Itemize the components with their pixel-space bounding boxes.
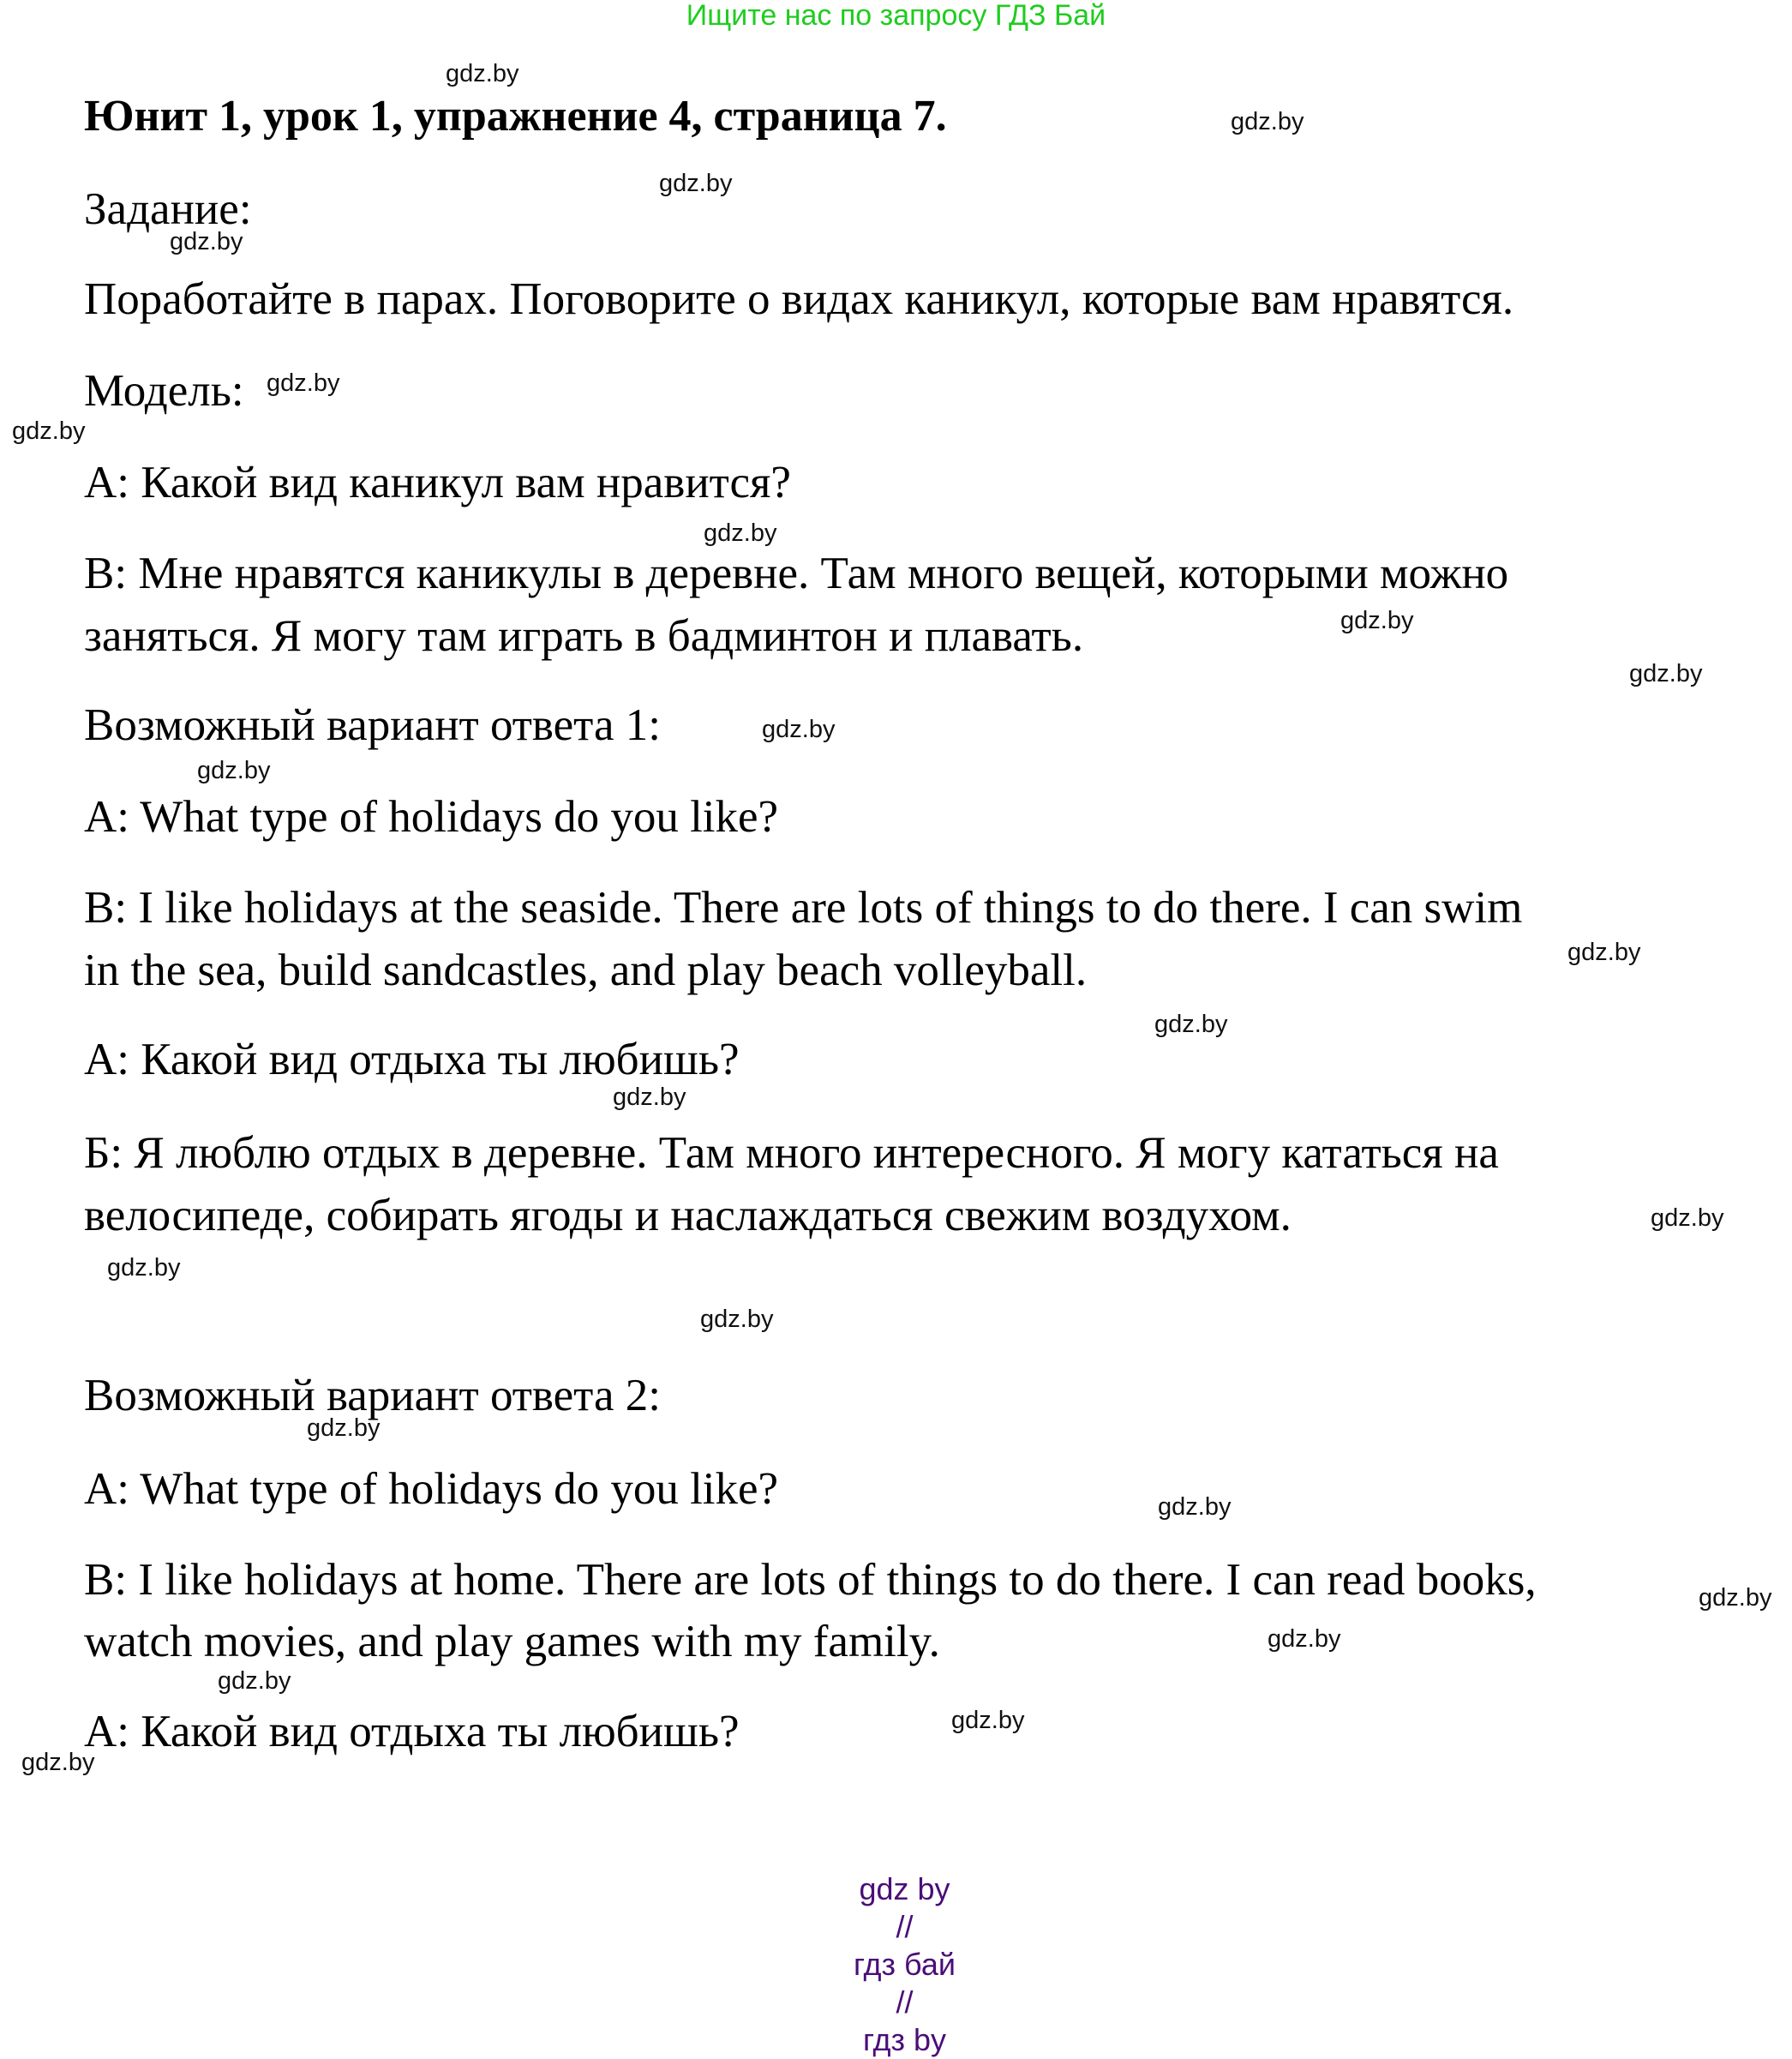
footer-separator: //: [896, 1984, 914, 2020]
watermark: gdz.by: [21, 1749, 95, 1776]
footer-link-gdz-by-cyr[interactable]: гдз by: [862, 2022, 947, 2057]
task-text: Поработайте в парах. Поговорите о видах каникул, которые вам нравятся.: [84, 274, 1514, 324]
watermark: gdz.by: [1567, 939, 1641, 966]
search-hint-banner: Ищите нас по запросу ГДЗ Бай: [686, 0, 1106, 32]
watermark: gdz.by: [1154, 1011, 1228, 1038]
answer-1-b-en-line-2: in the sea, build sandcastles, and play beach volleyball.: [84, 945, 1088, 995]
watermark: gdz.by: [170, 228, 243, 255]
model-dialogue-a: A: Какой вид каникул вам нравится?: [84, 458, 791, 507]
watermark: gdz.by: [1699, 1584, 1772, 1612]
answer-2-a-ru: A: Какой вид отдыха ты любишь?: [84, 1707, 740, 1756]
watermark: gdz.by: [1231, 108, 1304, 135]
watermark: gdz.by: [1340, 607, 1414, 634]
watermark: gdz.by: [107, 1254, 181, 1282]
watermark: gdz.by: [704, 519, 777, 547]
answer-1-b-en-line-1: B: I like holidays at the seaside. There are lots of things to do there. I can swim: [84, 883, 1523, 933]
model-dialogue-b-line-2: заняться. Я могу там играть в бадминтон и плавать.: [84, 611, 1084, 661]
watermark: gdz.by: [197, 757, 271, 784]
watermark: gdz.by: [12, 417, 86, 445]
page-title: Юнит 1, урок 1, упражнение 4, страница 7.: [84, 92, 947, 141]
watermark: gdz.by: [951, 1707, 1025, 1734]
answer-1-a-ru: A: Какой вид отдыха ты любишь?: [84, 1035, 740, 1084]
task-label: Задание:: [84, 184, 252, 234]
watermark: gdz.by: [307, 1414, 381, 1442]
watermark: gdz.by: [1268, 1625, 1341, 1653]
answer-1-label: Возможный вариант ответа 1:: [84, 700, 661, 750]
footer-link-gdz-by[interactable]: gdz by: [859, 1871, 950, 1906]
answer-2-a-en: A: What type of holidays do you like?: [84, 1464, 779, 1514]
model-label: Модель:: [84, 366, 244, 416]
watermark: gdz.by: [659, 170, 733, 197]
answer-1-b-ru-line-1: Б: Я люблю отдых в деревне. Там много интересного. Я могу кататься на: [84, 1128, 1499, 1178]
watermark: gdz.by: [446, 60, 519, 87]
watermark: gdz.by: [1158, 1493, 1232, 1521]
footer-links: [0, 1833, 1792, 2059]
watermark: gdz.by: [218, 1667, 291, 1695]
model-dialogue-b-line-1: B: Мне нравятся каникулы в деревне. Там много вещей, которыми можно: [84, 549, 1509, 598]
answer-2-b-en-line-2: watch movies, and play games with my family.: [84, 1617, 940, 1666]
answer-1-b-ru-line-2: велосипеде, собирать ягоды и наслаждаться свежим воздухом.: [84, 1191, 1292, 1240]
watermark: gdz.by: [1629, 660, 1703, 687]
answer-2-b-en-line-1: B: I like holidays at home. There are lots of things to do there. I can read books,: [84, 1555, 1537, 1605]
watermark: gdz.by: [1651, 1204, 1724, 1232]
footer-link-gdz-bai[interactable]: гдз бай: [854, 1947, 956, 1982]
watermark: gdz.by: [762, 716, 836, 743]
watermark: gdz.by: [267, 369, 340, 397]
watermark: gdz.by: [613, 1084, 686, 1111]
answer-1-a-en: A: What type of holidays do you like?: [84, 792, 779, 842]
footer-separator: //: [896, 1909, 914, 1944]
answer-2-label: Возможный вариант ответа 2:: [84, 1371, 661, 1420]
watermark: gdz.by: [700, 1306, 774, 1333]
